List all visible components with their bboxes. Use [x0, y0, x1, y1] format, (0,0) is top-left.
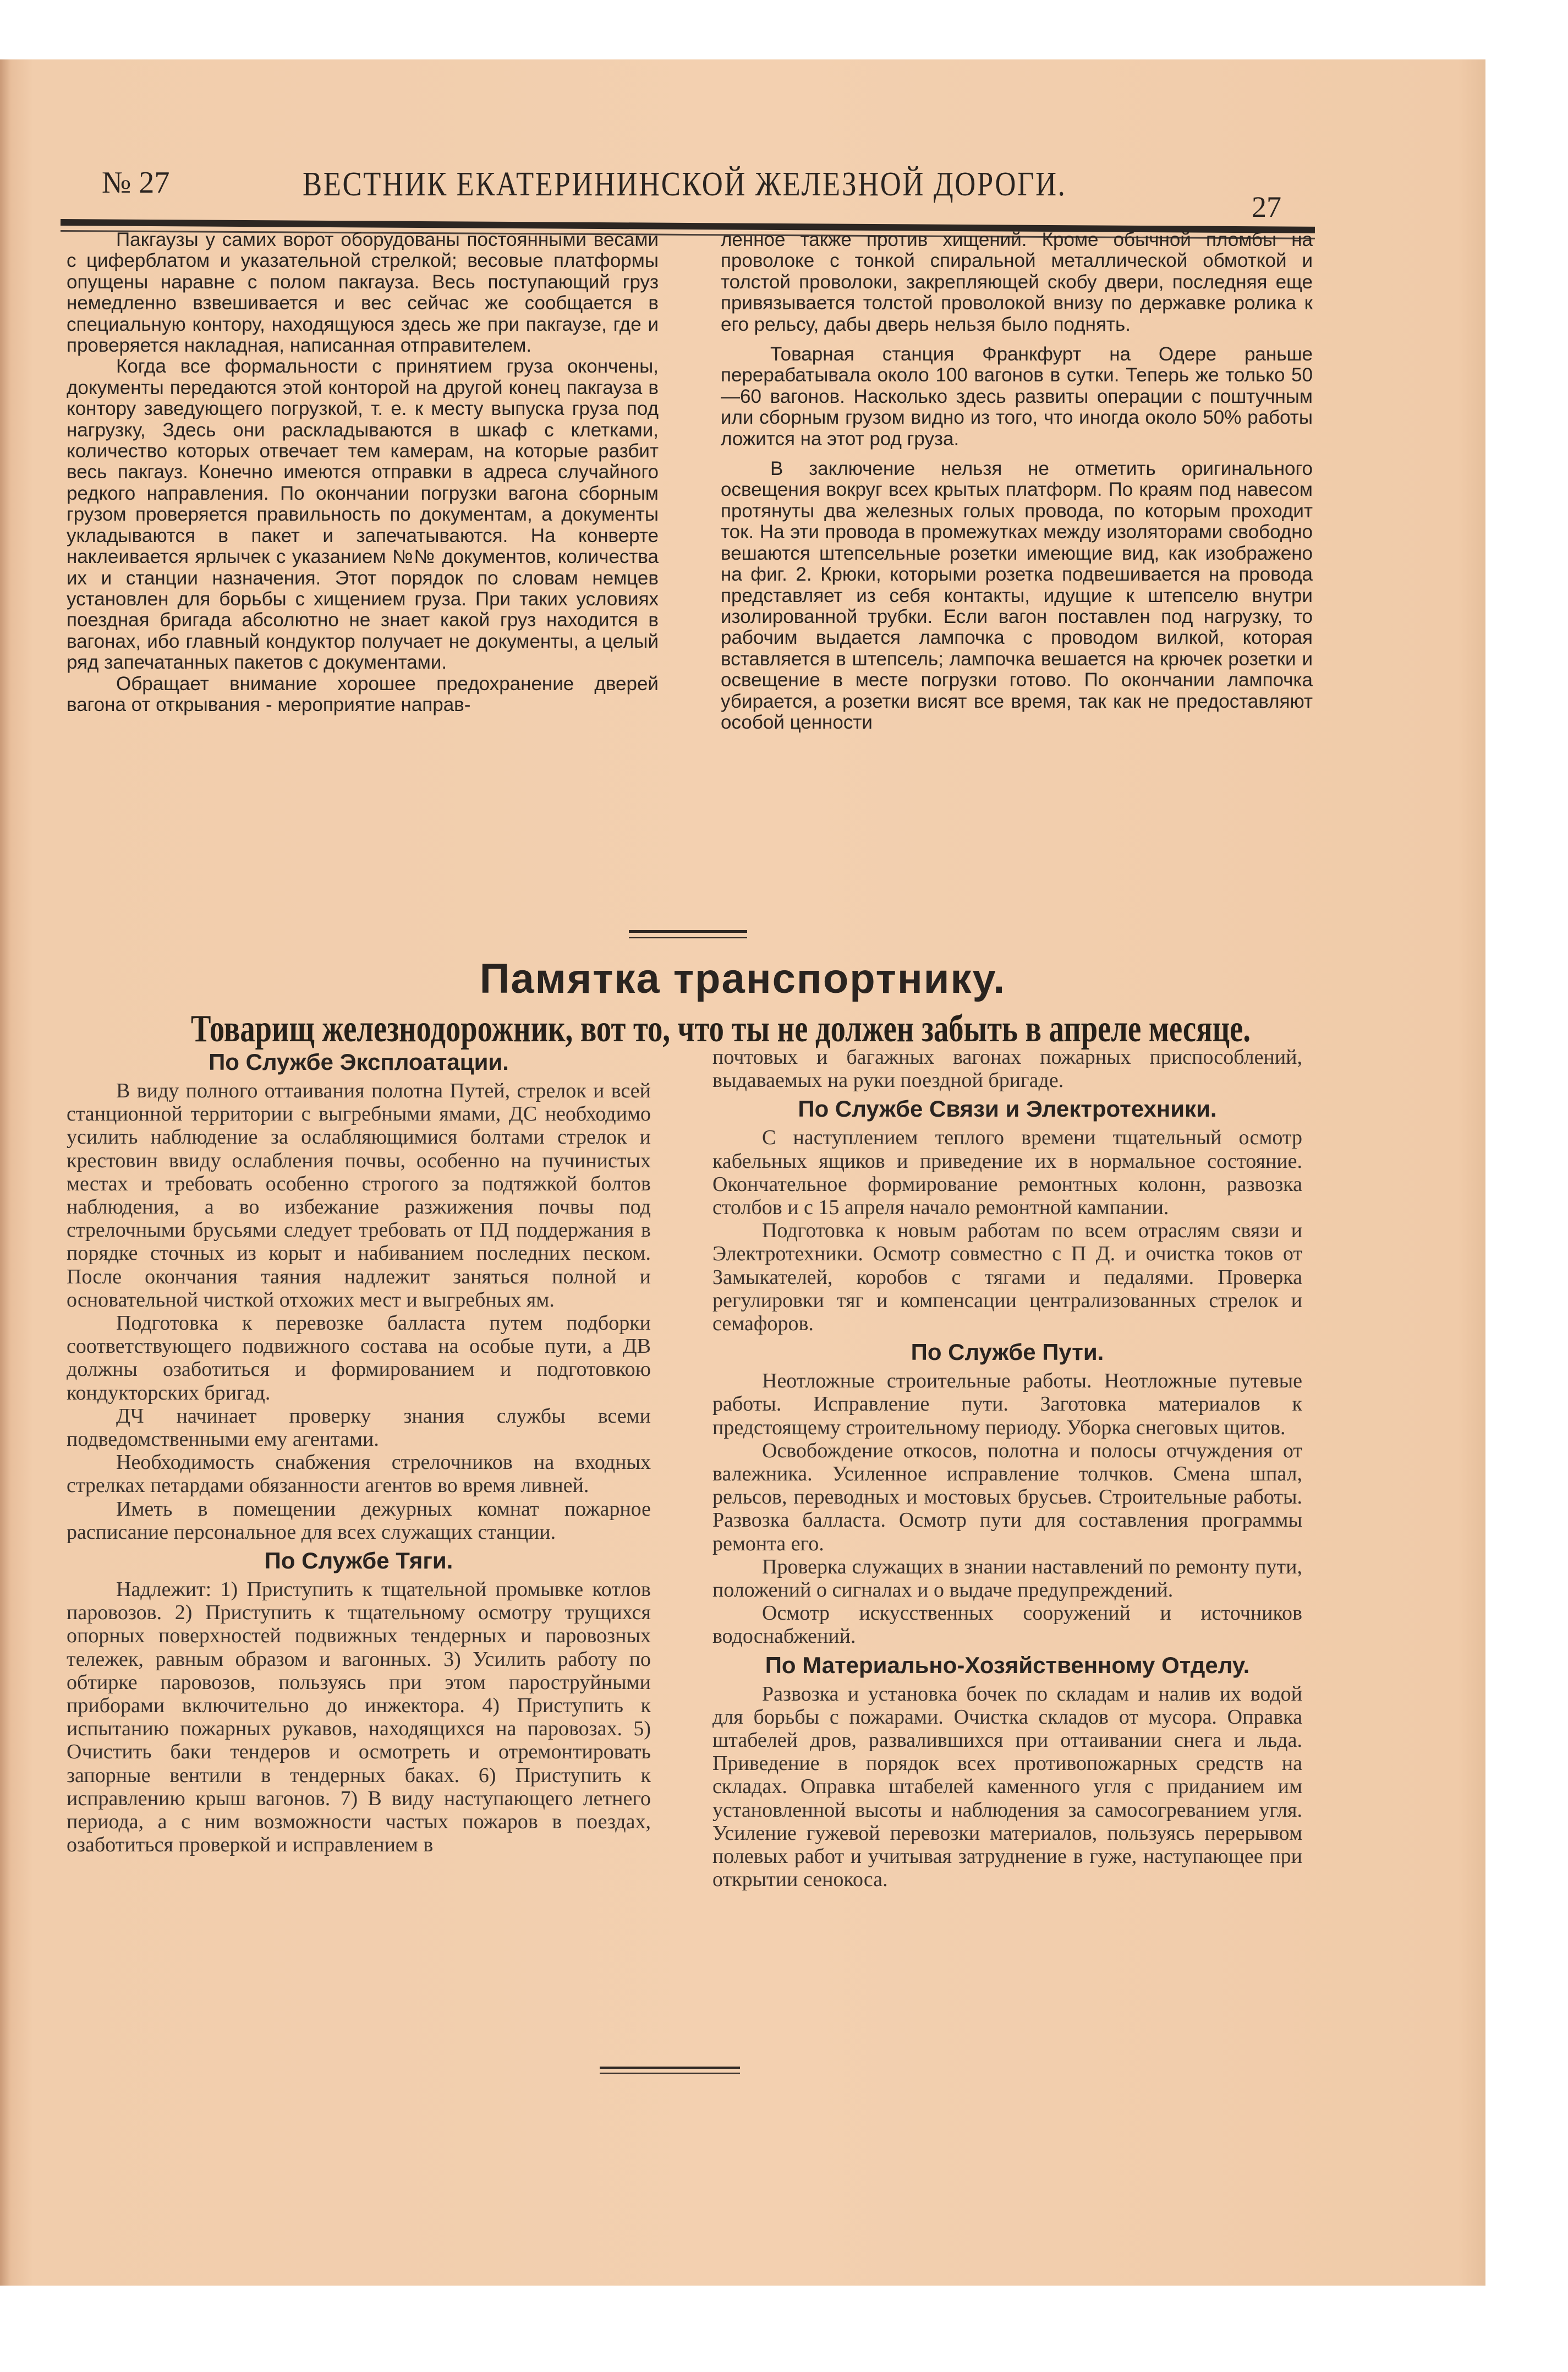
- paragraph: Когда все формальности с принятием груза окончены, документы передаются этой конторой на другой конец пакгауза в контору заведующего погрузкой, т. е. к месту выпуска груза под нагрузку, Здесь они раскладываются в шкаф с клетками, количество которых отвечает тем камерам, на которые разбит весь пакгауз. Конечно имеются отправки в адреса случайного редкого направления. По окончании погрузки вагона сборным грузом проверяется правильность по документам, а документы укладываются в пакет и запечатываются. На конверте наклеивается ярлычек с указанием №№ документов, количества их и станции назначения. Этот порядок по словам немцев установлен для борьбы с хищением груза. При таких условиях поездная бригада абсолютно не знает какой груз находится в вагонах, ибо главный кондуктор получает не документы, а целый ряд запечатанных пакетов с документами.: [67, 356, 659, 674]
- article-subtitle: Товарищ железнодорожник, вот то, что ты не должен забыть в апреле месяце.: [190, 1008, 1251, 1050]
- paragraph: Развозка и установка бочек по складам и налив их водой для борьбы с пожарами. Очистка складов от мусора. Оправка штабелей дров, развалившихся при оттаивании снега и льда. Приведение в порядок всех противопожарных средств на складах. Оправка штабелей каменного угля с приданием им установленной высоты и наблюдения за самосогреванием угля. Усиление гужевой перевозки материалов, пользуясь перерывом полевых работ и учитывая затруднение в гуже, наступающее при открытии сенокоса.: [712, 1682, 1302, 1892]
- article1-left-column: [67, 229, 659, 715]
- paragraph: В заключение нельзя не отметить оригинального освещения вокруг всех крытых платформ. По краям под навесом протянуты два железных голых провода, по которым проходит ток. На эти провода в промежутках между изоляторами свободно вешаются штепсельные розетки имеющие вид, как изображено на фиг. 2. Крюки, которыми розетка подвешивается на провода представляет из себя контакты, идущие к штепселю внутри изолированной трубки. Если вагон поставлен под нагрузку, то рабочим выдается лампочка с проводом вилкой, которая вставляется в штепсель; лампочка вешается на крючек розетки и освещение в месте погрузки готово. По окончании лампочка убирается, а розетки висят все время, так как не предоставляют особой ценности: [721, 458, 1313, 733]
- paragraph: Надлежит: 1) Приступить к тщательной промывке котлов паровозов. 2) Приступить к тщательному осмотру трущихся опорных поверхностей подвижных тендерных и паровозных тележек, равным образом и вагонных. 3) Усилить работу по обтирке паровозов, пользуясь при этом пароструйными приборами включительно до инжектора. 4) Приступить к испытанию пожарных рукавов, находящихся на паровозах. 5) Очистить баки тендеров и осмотреть и отремонтировать запорные вентили в тендерных баках. 6) Приступить к исправлению крыш вагонов. 7) В виду наступающего летнего периода, а с ним возможности частых пожаров в поездах, озаботиться проверкой и исправлением в: [67, 1578, 651, 1857]
- paragraph: Обращает внимание хорошее предохранение дверей вагона от открывания - мероприятие направ-: [67, 673, 659, 715]
- paragraph: Подготовка к новым работам по всем отраслям связи и Электротехники. Осмотр совместно с П Д. и очистка токов от Замыкателей, коробов с тягами и педалями. Проверка регулировки тяг и компенсации централизованных стрелок и семафоров.: [712, 1219, 1302, 1336]
- article2-left-column: [67, 1048, 651, 1857]
- section-heading: По Службе Связи и Электротехники.: [798, 1096, 1217, 1122]
- page-number: 27: [1252, 190, 1281, 223]
- paragraph: Необходимость снабжения стрелочников на входных стрелках петардами обязанности агентов во время ливней.: [67, 1451, 651, 1497]
- paragraph: Подготовка к перевозке балласта путем подборки соответствующего подвижного состава на особые пути, а ДВ должны озаботиться и формированием и подготовкою кондукторских бригад.: [67, 1311, 651, 1404]
- paragraph: Проверка служащих в знании наставлений по ремонту пути, положений о сигналах и о выдаче предупреждений.: [712, 1555, 1302, 1602]
- issue-number: № 27: [102, 166, 170, 200]
- end-divider: [600, 2067, 740, 2069]
- section-heading: По Службе Эксплоатации.: [209, 1049, 509, 1075]
- paragraph: Освобождение откосов, полотна и полосы отчуждения от валежника. Усиленное исправление толчков. Смена шпал, рельсов, переводных и мостовых брусьев. Строительные работы. Развозка балласта. Осмотр пути для составления программы ремонта его.: [712, 1439, 1302, 1555]
- paragraph: С наступлением теплого времени тщательный осмотр кабельных ящиков и приведение их в нормальное состояние. Окончательное формирование ремонтных колонн, развозка столбов и с 15 апреля начало ремонтной кампании.: [712, 1126, 1302, 1220]
- article2-right-column: [712, 1046, 1302, 1892]
- end-divider-thin: [600, 2073, 740, 2074]
- paragraph: Неотложные строительные работы. Неотложные путевые работы. Исправление пути. Заготовка материалов к предстоящему строительному периоду. Уборка снеговых щитов.: [712, 1369, 1302, 1439]
- paragraph: ДЧ начинает проверку знания службы всеми подведомственными ему агентами.: [67, 1404, 651, 1451]
- paragraph: ленное также против хищений. Кроме обычной пломбы на проволоке с тонкой спиральной металлической обмоткой и толстой проволоки, закрепляющей скобу двери, последняя еще привязывается толстой проволокой внизу по державке ролика к его рельсу, дабы дверь нельзя было поднять.: [721, 229, 1313, 335]
- section-heading: По Службе Пути.: [911, 1339, 1104, 1365]
- article-title: Памятка транспортнику.: [479, 955, 1006, 1002]
- paragraph: В виду полного оттаивания полотна Путей, стрелок и всей станционной территории с выгребными ямами, ДС необходимо усилить наблюдение за ослабляющимися болтами стрелок и крестовин ввиду ослабления почвы, особенно на пучинистых местах и требовать особенно строгого за подтяжкой болтов наблюдения, а во избежание разжижения почвы под стрелочными брусьями следует требовать от ПД поддержания в порядке сточных из корыт и набиванием последних песком. После окончания таяния надлежит заняться полной и основательной чисткой отхожих мест и выгребных ям.: [67, 1079, 651, 1311]
- paragraph: почтовых и багажных вагонах пожарных приспособлений, выдаваемых на руки поездной бригаде.: [712, 1046, 1302, 1092]
- section-heading: По Службе Тяги.: [264, 1548, 453, 1574]
- paragraph: Товарная станция Франкфурт на Одере раньше перерабатывала около 100 вагонов в сутки. Теперь же только 50—60 вагонов. Насколько здесь развиты операции с поштучным или сборным грузом видно из того, что иногда около 50% работы ложится на этот род груза.: [721, 343, 1313, 450]
- paragraph: Иметь в помещении дежурных комнат пожарное расписание персональное для всех служащих станции.: [67, 1497, 651, 1544]
- section-divider-thin: [629, 937, 747, 938]
- article1-right-column: [721, 229, 1313, 733]
- paragraph: Пакгаузы у самих ворот оборудованы постоянными весами с циферблатом и указательной стрелкой; весовые платформы опущены наравне с полом пакгауза. Весь поступающий груз немедленно взвешивается и вес сейчас же сообщается в специальную контору, находящуюся здесь же при пакгаузе, где и проверяется накладная, написанная отправителем.: [67, 229, 659, 357]
- newspaper-title: ВЕСТНИК ЕКАТЕРИНИНСКОЙ ЖЕЛЕЗНОЙ ДОРОГИ.: [303, 166, 1067, 203]
- section-divider: [629, 930, 747, 933]
- section-heading: По Материально-Хозяйственному Отделу.: [765, 1652, 1250, 1678]
- paragraph: Осмотр искусственных сооружений и источников водоснабжений.: [712, 1602, 1302, 1648]
